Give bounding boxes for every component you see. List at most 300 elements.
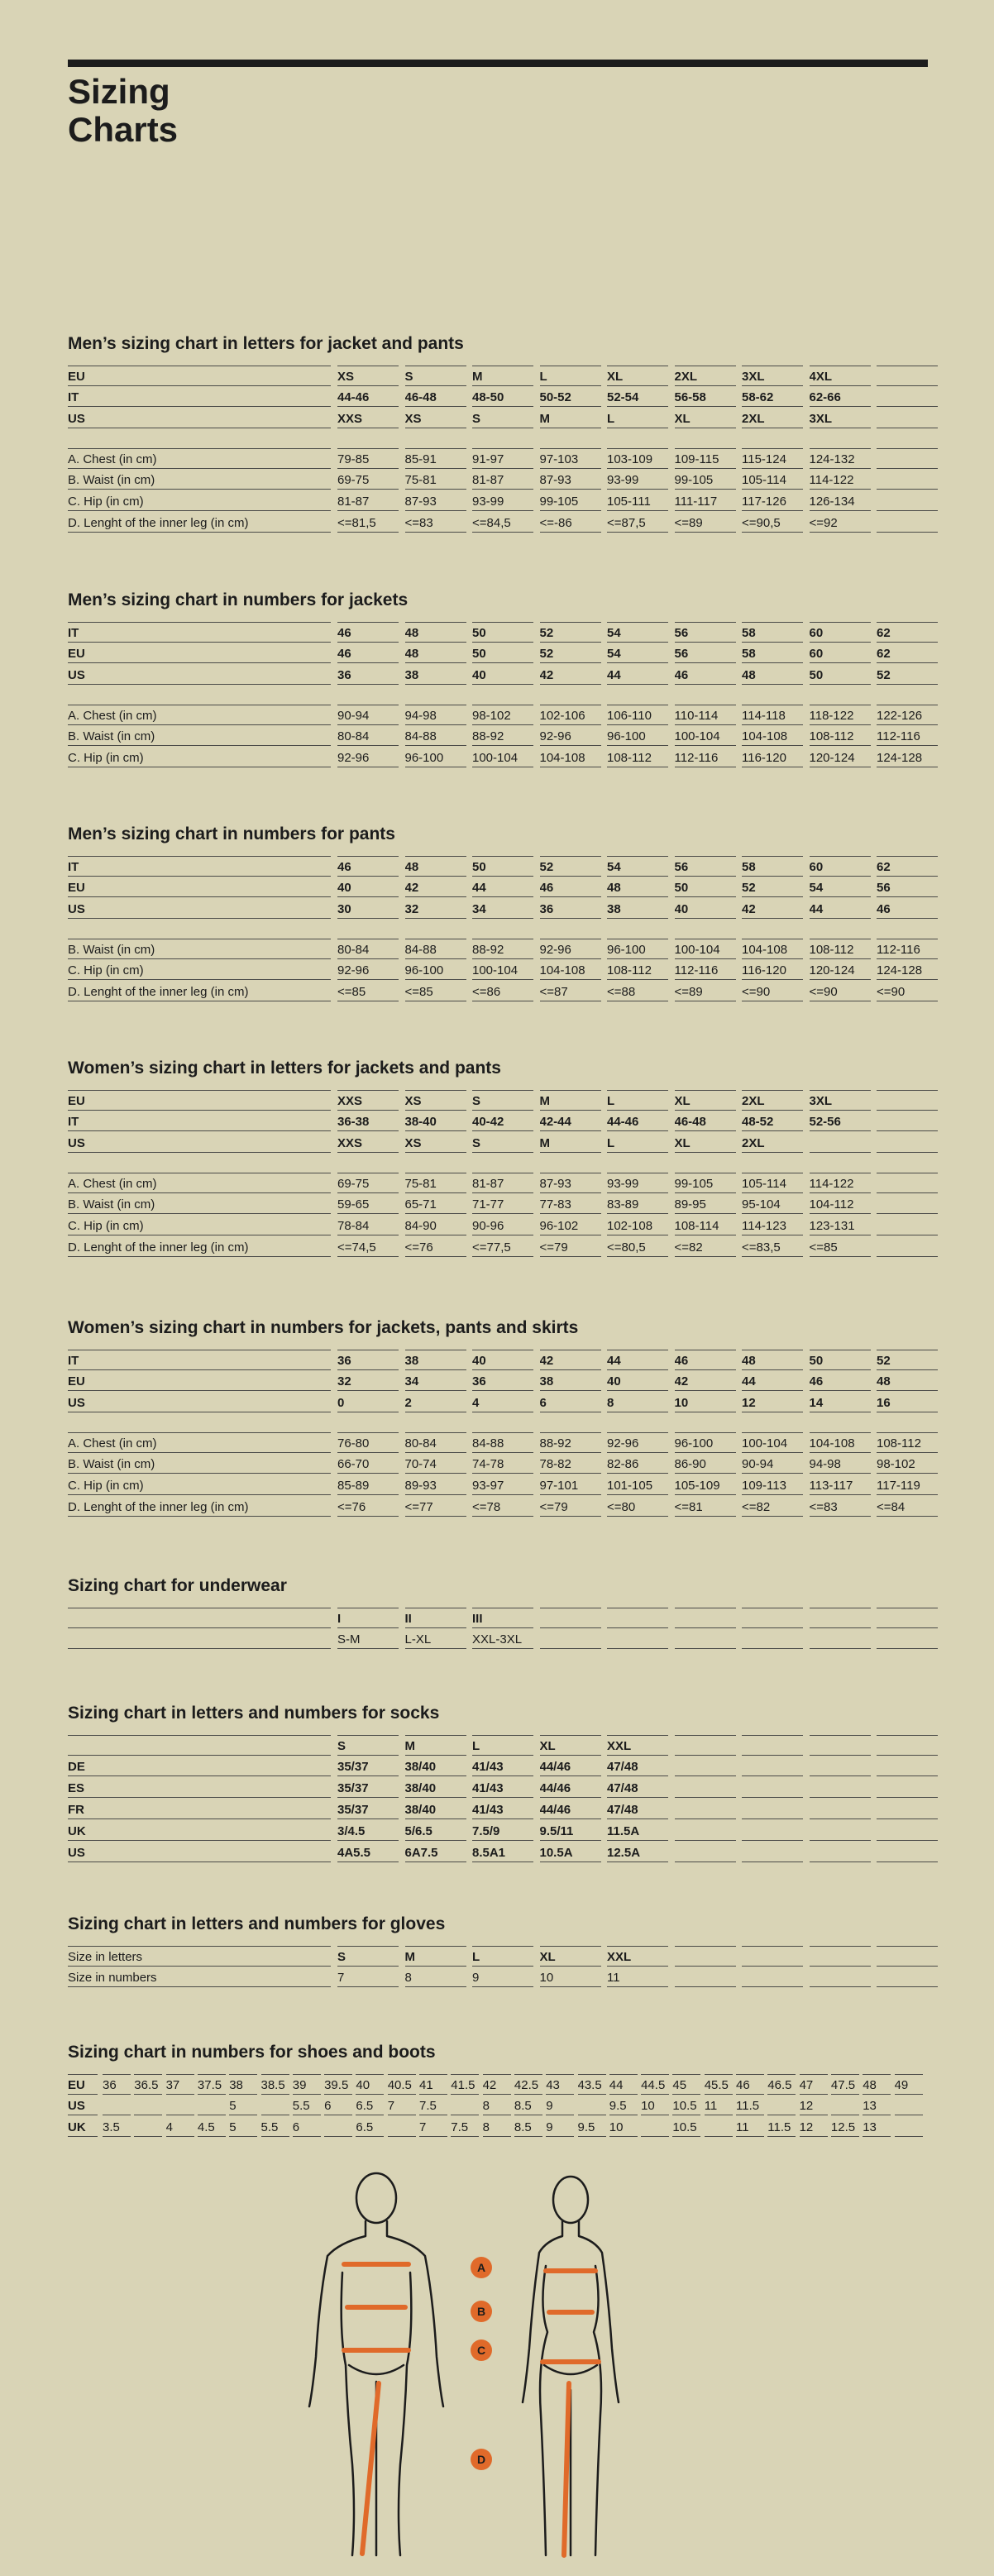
table-cell: 108-112 [810,939,871,959]
shoe-cell: 10 [641,2096,669,2115]
table-cell: 46 [675,665,736,685]
table-cell: L [540,366,601,386]
table-cell: 59-65 [337,1194,399,1214]
table-cell: 42 [405,877,466,897]
shoe-cell: 41 [419,2074,447,2095]
table-cell: 75-81 [405,470,466,490]
table-cell [742,1842,803,1862]
table-cell: 58-62 [742,387,803,407]
table-cell: 36-38 [337,1111,399,1131]
shoe-cell: 9 [546,2117,574,2137]
table-row [68,1090,928,1111]
table-cell [540,1629,601,1649]
table-cell [742,1799,803,1819]
table-cell: M [405,1735,466,1756]
table-row [68,409,928,430]
row-gap [68,686,928,705]
shoe-row [68,2074,928,2096]
table-cell: 105-114 [742,1173,803,1193]
table-cell: 104-108 [540,748,601,767]
table-cell: 70-74 [405,1454,466,1474]
row-label: IT [68,856,331,877]
table-cell [810,1946,871,1967]
table-cell: 48 [405,856,466,877]
shoe-cell: 47 [800,2074,828,2095]
table-cell: 84-88 [405,939,466,959]
table-row [68,1967,928,1989]
table-cell: 52 [877,665,938,685]
table-row [68,1497,928,1518]
table-cell: 83-89 [607,1194,668,1214]
table-cell: 124-128 [877,748,938,767]
table-cell: 38 [405,1350,466,1370]
row-label: US [68,1842,331,1862]
shoe-cell: 45 [672,2074,700,2095]
table-cell: XS [405,1133,466,1153]
table-cell [675,1735,736,1756]
title-line-1: Sizing [68,72,170,111]
row-label: EU [68,366,331,386]
row-label [68,1608,331,1628]
table-cell: XS [405,1090,466,1111]
shoe-row-label: UK [68,2117,98,2137]
table-cell: 54 [607,856,668,877]
table-cell: 92-96 [607,1432,668,1453]
table-cell: 62-66 [810,387,871,407]
table-cell: 9 [472,1967,533,1987]
table-cell: 58 [742,622,803,643]
table-cell [810,1842,871,1862]
table-cell: 60 [810,622,871,643]
table-cell: 7.5/9 [472,1821,533,1841]
table-cell: 56 [675,856,736,877]
table-cell: 3XL [810,409,871,428]
table-cell [675,1821,736,1841]
size-section [68,1704,928,1864]
male-figure [309,2173,443,2555]
table-cell: 2 [405,1393,466,1412]
table-cell: 46 [337,643,399,663]
shoe-row [68,2117,928,2139]
table-row [68,1216,928,1237]
shoe-cell [134,2117,162,2137]
table-cell [675,1629,736,1649]
shoe-cell: 8.5 [514,2096,542,2115]
table-cell: 56 [675,622,736,643]
table-cell: 99-105 [675,470,736,490]
table-cell: 93-99 [607,470,668,490]
table-cell: 38/40 [405,1778,466,1798]
table-row [68,1475,928,1497]
table-cell: 4XL [810,366,871,386]
table-row [68,1778,928,1799]
table-cell: 69-75 [337,1173,399,1193]
shoe-cell: 12 [800,2096,828,2115]
table-cell: 87-93 [540,470,601,490]
table-cell [877,1821,938,1841]
table-cell: <=82 [742,1497,803,1517]
table-cell: 96-100 [675,1432,736,1453]
table-cell: 65-71 [405,1194,466,1214]
table-cell: 78-84 [337,1216,399,1235]
table-cell: 89-95 [675,1194,736,1214]
size-section [68,590,928,769]
shoe-cell [198,2096,226,2115]
table-cell: 122-126 [877,705,938,725]
shoe-cell: 47.5 [831,2074,859,2095]
table-cell: 96-100 [607,939,668,959]
table-cell: <=90 [810,982,871,1001]
shoe-cell: 6.5 [356,2096,384,2115]
table-row [68,643,928,665]
shoe-cell: 36.5 [134,2074,162,2095]
table-cell: 46-48 [405,387,466,407]
row-label: EU [68,877,331,897]
table-cell: 11.5A [607,1821,668,1841]
table-cell: 88-92 [472,939,533,959]
table-cell: 126-134 [810,491,871,511]
table-cell: 105-114 [742,470,803,490]
section-title: Sizing chart for underwear [68,1576,287,1595]
table-cell [810,1778,871,1798]
table-cell [607,1629,668,1649]
table-cell: 40 [472,1350,533,1370]
female-figure [523,2177,619,2555]
shoe-cell: 10.5 [672,2096,700,2115]
table-cell: M [540,1090,601,1111]
table-cell: 101-105 [607,1475,668,1495]
table-cell: 44/46 [540,1778,601,1798]
shoe-cell [705,2117,733,2137]
table-cell: 56 [877,877,938,897]
table-cell: L [607,409,668,428]
table-cell: 99-105 [675,1173,736,1193]
table-cell [877,1629,938,1649]
table-cell: 50 [675,877,736,897]
table-cell: 12 [742,1393,803,1412]
table-cell: 108-112 [607,748,668,767]
shoe-cell: 5 [229,2117,257,2137]
table-cell: 52 [540,643,601,663]
table-cell [675,1842,736,1862]
table-cell: 40 [337,877,399,897]
table-cell: 66-70 [337,1454,399,1474]
shoe-cell: 6 [324,2096,352,2115]
table-cell: 36 [337,665,399,685]
table-cell: L-XL [405,1629,466,1649]
shoe-cell: 11.5 [767,2117,796,2137]
table-cell [877,1946,938,1967]
table-cell: 96-102 [540,1216,601,1235]
row-label: Size in numbers [68,1967,331,1987]
top-rule [68,60,928,67]
table-cell: 42 [742,899,803,919]
shoe-cell: 7.5 [451,2117,479,2137]
shoe-row-label: EU [68,2074,98,2095]
shoe-cell [578,2096,606,2115]
table-cell [810,1799,871,1819]
table-cell: 106-110 [607,705,668,725]
table-cell: 114-118 [742,705,803,725]
table-cell: 86-90 [675,1454,736,1474]
table-cell: XL [675,1090,736,1111]
shoe-cell: 9.5 [578,2117,606,2137]
row-label: D. Lenght of the inner leg (in cm) [68,982,331,1001]
table-cell: 44 [472,877,533,897]
table-cell: 44/46 [540,1799,601,1819]
table-cell [877,1967,938,1987]
table-cell: 34 [405,1371,466,1391]
shoe-cell: 46.5 [767,2074,796,2095]
table-cell [742,1756,803,1776]
table-cell [877,1133,938,1153]
table-cell: <=83,5 [742,1237,803,1257]
table-cell: 76-80 [337,1432,399,1453]
table-cell: 32 [405,899,466,919]
table-cell: 98-102 [877,1454,938,1474]
row-label: EU [68,1090,331,1111]
section-title: Sizing chart in letters and numbers for gloves [68,1914,446,1933]
table-cell: 35/37 [337,1756,399,1776]
table-cell: 82-86 [607,1454,668,1474]
row-label: EU [68,643,331,663]
table-cell: L [472,1946,533,1967]
table-cell: XXS [337,1090,399,1111]
table-cell: <=85 [405,982,466,1001]
shoe-cell: 37 [166,2074,194,2095]
shoe-cell [324,2117,352,2137]
table-cell: 78-82 [540,1454,601,1474]
table-cell: S [405,366,466,386]
table-cell: 35/37 [337,1799,399,1819]
table-cell: <=79 [540,1497,601,1517]
table-cell: 120-124 [810,748,871,767]
row-label: D. Lenght of the inner leg (in cm) [68,1497,331,1517]
table-cell: 114-123 [742,1216,803,1235]
table-cell [810,1821,871,1841]
table-cell: 104-108 [742,939,803,959]
table-cell [877,1090,938,1111]
table-cell: <=82 [675,1237,736,1257]
table-row [68,877,928,899]
shoe-cell: 7 [388,2096,416,2115]
table-row [68,1371,928,1393]
table-cell: 109-115 [675,448,736,469]
table-cell [877,1799,938,1819]
row-label: A. Chest (in cm) [68,705,331,725]
table-cell: 109-113 [742,1475,803,1495]
shoe-cell: 43.5 [578,2074,606,2095]
table-cell: 41/43 [472,1778,533,1798]
table-cell: 52-56 [810,1111,871,1131]
shoe-cell: 10 [609,2117,638,2137]
table-cell: 50 [472,856,533,877]
table-cell: 42 [540,1350,601,1370]
table-row [68,1111,928,1133]
shoe-cell: 49 [895,2074,923,2095]
table-cell: <=78 [472,1497,533,1517]
table-cell: 14 [810,1393,871,1412]
table-cell: <=83 [810,1497,871,1517]
table-cell: 44-46 [607,1111,668,1131]
table-cell [742,1967,803,1987]
row-label: US [68,1133,331,1153]
table-cell: 52 [540,622,601,643]
table-cell: 46-48 [675,1111,736,1131]
table-cell: S [337,1946,399,1967]
table-cell: 38 [540,1371,601,1391]
table-cell: <=90,5 [742,513,803,533]
section-title: Men’s sizing chart in numbers for jackets [68,590,409,609]
table-cell: 100-104 [742,1432,803,1453]
table-cell: <=90 [742,982,803,1001]
table-cell: 84-90 [405,1216,466,1235]
table-cell: 99-105 [540,491,601,511]
shoes-section [68,2043,928,2139]
table-cell: 52-54 [607,387,668,407]
table-cell [810,1629,871,1649]
shoe-row-label: US [68,2096,98,2115]
table-cell: <=87,5 [607,513,668,533]
row-label: C. Hip (in cm) [68,1216,331,1235]
shoe-cell [261,2096,289,2115]
table-row [68,1735,928,1756]
table-cell: 112-116 [877,726,938,746]
table-cell: XXL-3XL [472,1629,533,1649]
table-cell [877,1778,938,1798]
row-label: D. Lenght of the inner leg (in cm) [68,1237,331,1257]
table-cell: 3XL [810,1090,871,1111]
row-label: EU [68,1371,331,1391]
table-cell [877,1237,938,1257]
table-cell: 116-120 [742,960,803,980]
size-section [68,824,928,1003]
table-cell: 48 [405,643,466,663]
table-cell: 100-104 [675,726,736,746]
table-cell: 96-100 [405,960,466,980]
table-cell: 4A5.5 [337,1842,399,1862]
table-cell: III [472,1608,533,1628]
table-cell: 69-75 [337,470,399,490]
table-cell: <=80,5 [607,1237,668,1257]
table-cell: 97-101 [540,1475,601,1495]
table-cell: 84-88 [472,1432,533,1453]
shoe-cell: 6 [293,2117,321,2137]
table-cell: 97-103 [540,448,601,469]
table-cell [877,448,938,469]
shoe-cell: 4.5 [198,2117,226,2137]
table-cell: 118-122 [810,705,871,725]
shoe-cell: 9.5 [609,2096,638,2115]
shoe-cell: 8 [483,2096,511,2115]
row-label [68,1735,331,1756]
table-cell: 44-46 [337,387,399,407]
table-row [68,1821,928,1842]
table-row [68,726,928,748]
table-cell [810,1133,871,1153]
row-label: IT [68,387,331,407]
table-row [68,1194,928,1216]
table-cell [742,1629,803,1649]
table-cell: 54 [810,877,871,897]
shoe-cell: 36 [103,2074,131,2095]
table-cell: 74-78 [472,1454,533,1474]
table-cell: M [540,1133,601,1153]
shoe-cell: 46 [736,2074,764,2095]
table-cell: 115-124 [742,448,803,469]
table-cell: 50 [472,643,533,663]
table-cell: 16 [877,1393,938,1412]
section-title: Sizing chart in letters and numbers for socks [68,1704,440,1723]
table-row [68,622,928,643]
row-label: US [68,899,331,919]
table-cell: <=81 [675,1497,736,1517]
table-cell: 54 [607,622,668,643]
table-row [68,366,928,387]
table-cell: 48 [877,1371,938,1391]
shoe-cell: 38 [229,2074,257,2095]
table-cell: 98-102 [472,705,533,725]
table-cell: 94-98 [810,1454,871,1474]
marker-b-label: B [476,2305,486,2318]
table-row [68,1799,928,1821]
shoe-cell: 45.5 [705,2074,733,2095]
table-cell: II [405,1608,466,1628]
table-cell: 50-52 [540,387,601,407]
table-cell: 36 [540,899,601,919]
shoe-cell: 44 [609,2074,638,2095]
table-row [68,448,928,470]
row-label: FR [68,1799,331,1819]
table-cell [877,387,938,407]
table-cell: 103-109 [607,448,668,469]
shoe-cell [388,2117,416,2137]
table-cell: 52 [540,856,601,877]
shoe-cell [451,2096,479,2115]
table-row [68,1454,928,1475]
row-label: IT [68,622,331,643]
table-cell: 41/43 [472,1799,533,1819]
table-row [68,513,928,534]
shoe-cell: 41.5 [451,2074,479,2095]
table-cell: 12.5A [607,1842,668,1862]
table-cell [877,513,938,533]
table-cell: 91-97 [472,448,533,469]
shoe-cell: 37.5 [198,2074,226,2095]
table-cell: 50 [472,622,533,643]
table-cell: 5/6.5 [405,1821,466,1841]
size-section [68,1318,928,1518]
table-cell: 71-77 [472,1194,533,1214]
table-cell: 46 [877,899,938,919]
section-title: Men’s sizing chart in letters for jacket and pants [68,334,464,353]
table-cell: 10 [540,1967,601,1987]
table-cell: 60 [810,856,871,877]
table-cell: L [607,1090,668,1111]
shoe-cell [895,2117,923,2137]
table-row [68,982,928,1003]
table-cell [810,1967,871,1987]
table-cell: 10 [675,1393,736,1412]
table-cell: 38-40 [405,1111,466,1131]
markers [471,2257,492,2470]
table-cell: M [405,1946,466,1967]
table-cell: 44/46 [540,1756,601,1776]
table-row [68,387,928,409]
table-row [68,1608,928,1629]
shoe-cell [166,2096,194,2115]
table-cell [742,1946,803,1967]
